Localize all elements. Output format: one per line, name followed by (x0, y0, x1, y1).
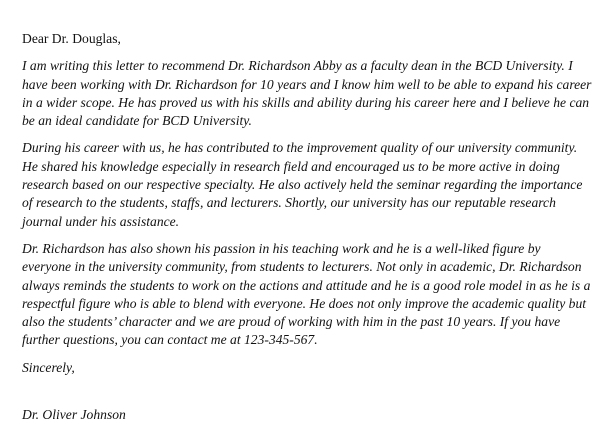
letter-closing: Sincerely, (22, 359, 75, 375)
letter-paragraph-1: I am writing this letter to recommend Dr. Richardson Abby as a faculty dean in the BCD University. I have been working with Dr. Richardson for 10 years and I know him well to be able to expand his career in a wider scope. He has proved us with his skills and ability during his career here and I believe he can be an ideal candidate for BCD University. (22, 58, 592, 129)
letter-salutation: Dear Dr. Douglas, (22, 31, 121, 46)
letter-paragraph-3: Dr. Richardson has also shown his passion in his teaching work and he is a well-liked figure by everyone in the university community, from students to lecturers. Not only in academic, Dr. Richardson always reminds the students to work on the actions and attitude and he is a good role model in as he is a respectful figure who is able to blend with everyone. He does not only improve the academic quality but also the students’ character and we are proud of working with him in the past 10 years. If you have further questions, you can contact me at 123-345-567. (22, 240, 591, 348)
recommendation-letter (22, 30, 592, 377)
letter-signature: Dr. Oliver Johnson (22, 407, 126, 422)
letter-paragraph-2: During his career with us, he has contributed to the improvement quality of our university community. He shared his knowledge especially in research field and encouraged us to be more active in doing research based on our respective specialty. He also actively held the seminar regarding the importance of research to the students, staffs, and lecturers. Shortly, our university has our reputable research journal under his assistance. (22, 140, 583, 229)
